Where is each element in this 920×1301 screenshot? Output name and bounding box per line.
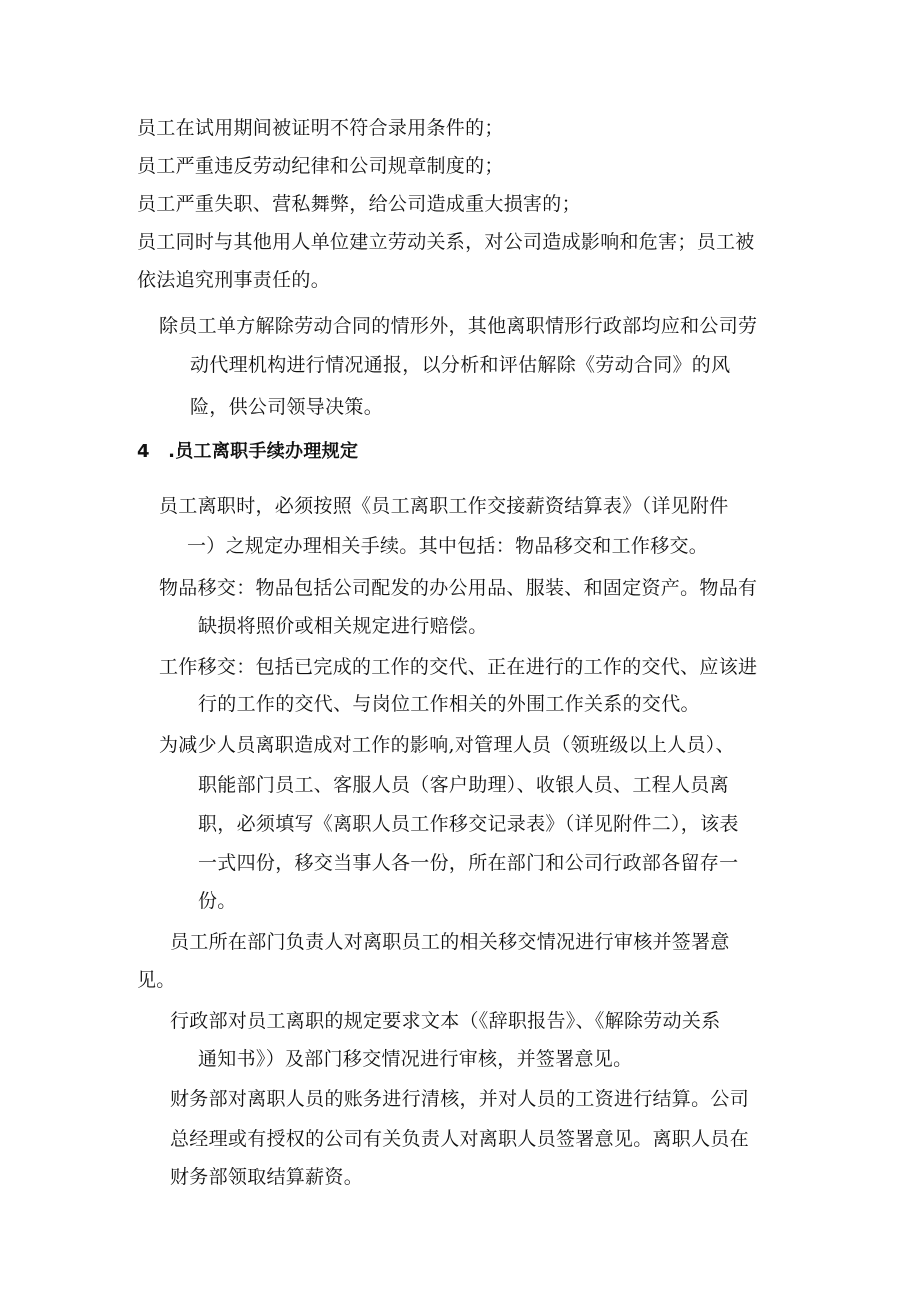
paragraph-line: 除员工单方解除劳动合同的情形外，其他离职情形行政部均应和公司劳 (159, 315, 758, 337)
section-heading: 4 .员工离职手续办理规定 (137, 441, 359, 462)
paragraph-line: 财务部领取结算薪资。 (170, 1166, 364, 1188)
paragraph-line: 员工严重违反劳动纪律和公司规章制度的； (137, 155, 504, 177)
paragraph-line: 一）之规定办理相关手续。其中包括：物品移交和工作移交。 (187, 535, 709, 557)
paragraph-line: 行政部对员工离职的规定要求文本（《辞职报告》、《解除劳动关系 (170, 1010, 721, 1032)
paragraph-line: 员工所在部门负责人对离职员工的相关移交情况进行审核并签署意 (170, 931, 730, 953)
paragraph-line: 员工同时与其他用人单位建立劳动关系，对公司造成影响和危害；员工被 (137, 231, 755, 253)
paragraph-line: 份。 (198, 890, 237, 912)
paragraph-line: 依法追究刑事责任的。 (137, 269, 331, 291)
paragraph-line: 员工在试用期间被证明不符合录用条件的； (137, 117, 504, 139)
paragraph-line: 员工严重失职、营私舞弊，给公司造成重大损害的； (137, 193, 581, 215)
paragraph-line: 为减少人员离职造成对工作的影响,对管理人员（领班级以上人员）、 (159, 734, 735, 756)
paragraph-line: 职，必须填写《离职人员工作移交记录表》（详见附件二），该表 (198, 813, 739, 835)
paragraph-line: 险，供公司领导决策。 (190, 396, 384, 418)
paragraph-line: 物品移交：物品包括公司配发的办公用品、服装、和固定资产。物品有 (159, 577, 758, 599)
paragraph-line: 缺损将照价或相关规定进行赔偿。 (198, 615, 488, 637)
paragraph-line: 职能部门员工、客服人员（客户助理）、收银人员、工程人员离 (198, 774, 729, 796)
paragraph-line: 一式四份，移交当事人各一份，所在部门和公司行政部各留存一 (198, 852, 739, 874)
paragraph-line: 财务部对离职人员的账务进行清核，并对人员的工资进行结算。公司 (170, 1088, 750, 1110)
paragraph-line: 动代理机构进行情况通报，以分析和评估解除《劳动合同》的风 (190, 354, 731, 376)
paragraph-line: 工作移交：包括已完成的工作的交代、正在进行的工作的交代、应该进 (159, 656, 758, 678)
paragraph-line: 员工离职时，必须按照《员工离职工作交接薪资结算表》（详见附件 (159, 495, 729, 517)
paragraph-line: 行的工作的交代、与岗位工作相关的外围工作关系的交代。 (198, 693, 700, 715)
paragraph-line: 见。 (137, 969, 176, 991)
paragraph-line: 通知书》）及部门移交情况进行审核，并签署意见。 (198, 1048, 633, 1070)
paragraph-line: 总经理或有授权的公司有关负责人对离职人员签署意见。离职人员在 (170, 1128, 750, 1150)
